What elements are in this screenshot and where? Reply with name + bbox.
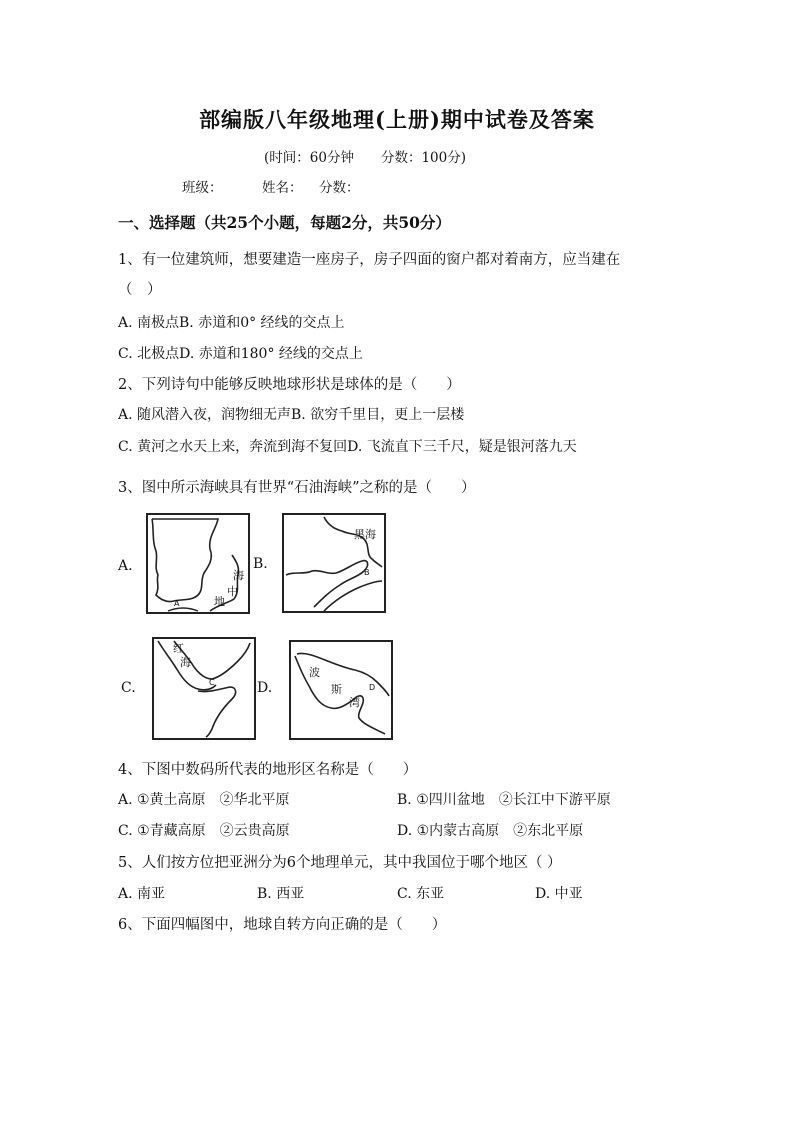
map-b-point-label: B <box>364 568 370 577</box>
map-option-letter-b: B. <box>253 556 268 572</box>
map-b-black-sea-label: 黑海 <box>354 528 376 541</box>
map-a-point-label: A <box>174 599 180 608</box>
map-c-coastline <box>154 639 254 738</box>
question-4-option-c: C. ①青藏高原 ②云贵高原 <box>118 823 290 839</box>
exam-time-score-note: (时间：60分钟 分数：100分) <box>264 150 466 166</box>
question-1-stem: 1、有一位建筑师，想要建造一座房子，房子四面的窗户都对着南方，应当建在 <box>118 252 621 268</box>
map-a-label-char-3: 地 <box>214 595 225 608</box>
class-label: 班级： <box>182 180 223 196</box>
map-b-bosporus-strait <box>282 513 386 613</box>
question-1-options-line-2: C. 北极点D. 赤道和180° 经线的交点上 <box>118 346 363 362</box>
question-5-stem: 5、人们按方位把亚洲分为6个地理单元，其中我国位于哪个地区（ ） <box>118 855 562 871</box>
question-4-option-b: B. ①四川盆地 ②长江中下游平原 <box>397 792 611 808</box>
map-d-label-char-2: 斯 <box>331 683 342 696</box>
question-5-option-a: A. 南亚 <box>118 886 166 902</box>
map-c-bab-el-mandeb-strait <box>152 637 256 740</box>
question-3-stem: 3、图中所示海峡具有世界“石油海峡”之称的是（ ） <box>118 480 476 496</box>
question-6-stem: 6、下面四幅图中，地球自转方向正确的是（ ） <box>118 917 447 933</box>
map-d-label-char-1: 波 <box>309 666 320 679</box>
question-2-options-line-1: A. 随风潜入夜，润物细无声B. 欲穷千里目，更上一层楼 <box>118 407 465 423</box>
map-a-strait-of-gibraltar <box>146 513 250 614</box>
question-1-options-line-1: A. 南极点B. 赤道和0° 经线的交点上 <box>118 315 345 331</box>
map-c-label-char-1: 红 <box>173 642 184 655</box>
map-c-label-char-2: 海 <box>180 656 191 669</box>
map-d-label-char-3: 湾 <box>349 696 360 709</box>
question-5-option-d: D. 中亚 <box>535 886 583 902</box>
map-d-point-label: D <box>369 683 376 692</box>
question-4-option-a: A. ①黄土高原 ②华北平原 <box>118 792 290 808</box>
question-2-stem: 2、下列诗句中能够反映地球形状是球体的是（ ） <box>118 377 461 393</box>
map-c-point-label: C <box>209 678 215 687</box>
map-option-letter-c: C. <box>121 680 136 696</box>
score-label: 分数： <box>319 180 360 196</box>
question-4-option-d: D. ①内蒙古高原 ②东北平原 <box>397 823 584 839</box>
question-4-stem: 4、下图中数码所代表的地形区名称是（ ） <box>118 762 418 778</box>
map-d-strait-of-hormuz <box>289 640 393 740</box>
question-5-option-b: B. 西亚 <box>257 886 305 902</box>
map-a-label-char-2: 中 <box>227 585 238 598</box>
name-label: 姓名： <box>262 180 303 196</box>
map-option-letter-d: D. <box>257 680 273 696</box>
page-title: 部编版八年级地理(上册)期中试卷及答案 <box>199 107 595 132</box>
question-1-blank: （ ） <box>118 282 162 298</box>
map-option-letter-a: A. <box>118 558 133 574</box>
section-heading: 一、选择题（共25个小题，每题2分，共50分） <box>118 213 451 232</box>
question-5-option-c: C. 东亚 <box>397 886 445 902</box>
question-2-options-line-2: C. 黄河之水天上来，奔流到海不复回D. 飞流直下三千尺，疑是银河落九天 <box>118 439 577 455</box>
map-a-label-char-1: 海 <box>233 569 244 582</box>
